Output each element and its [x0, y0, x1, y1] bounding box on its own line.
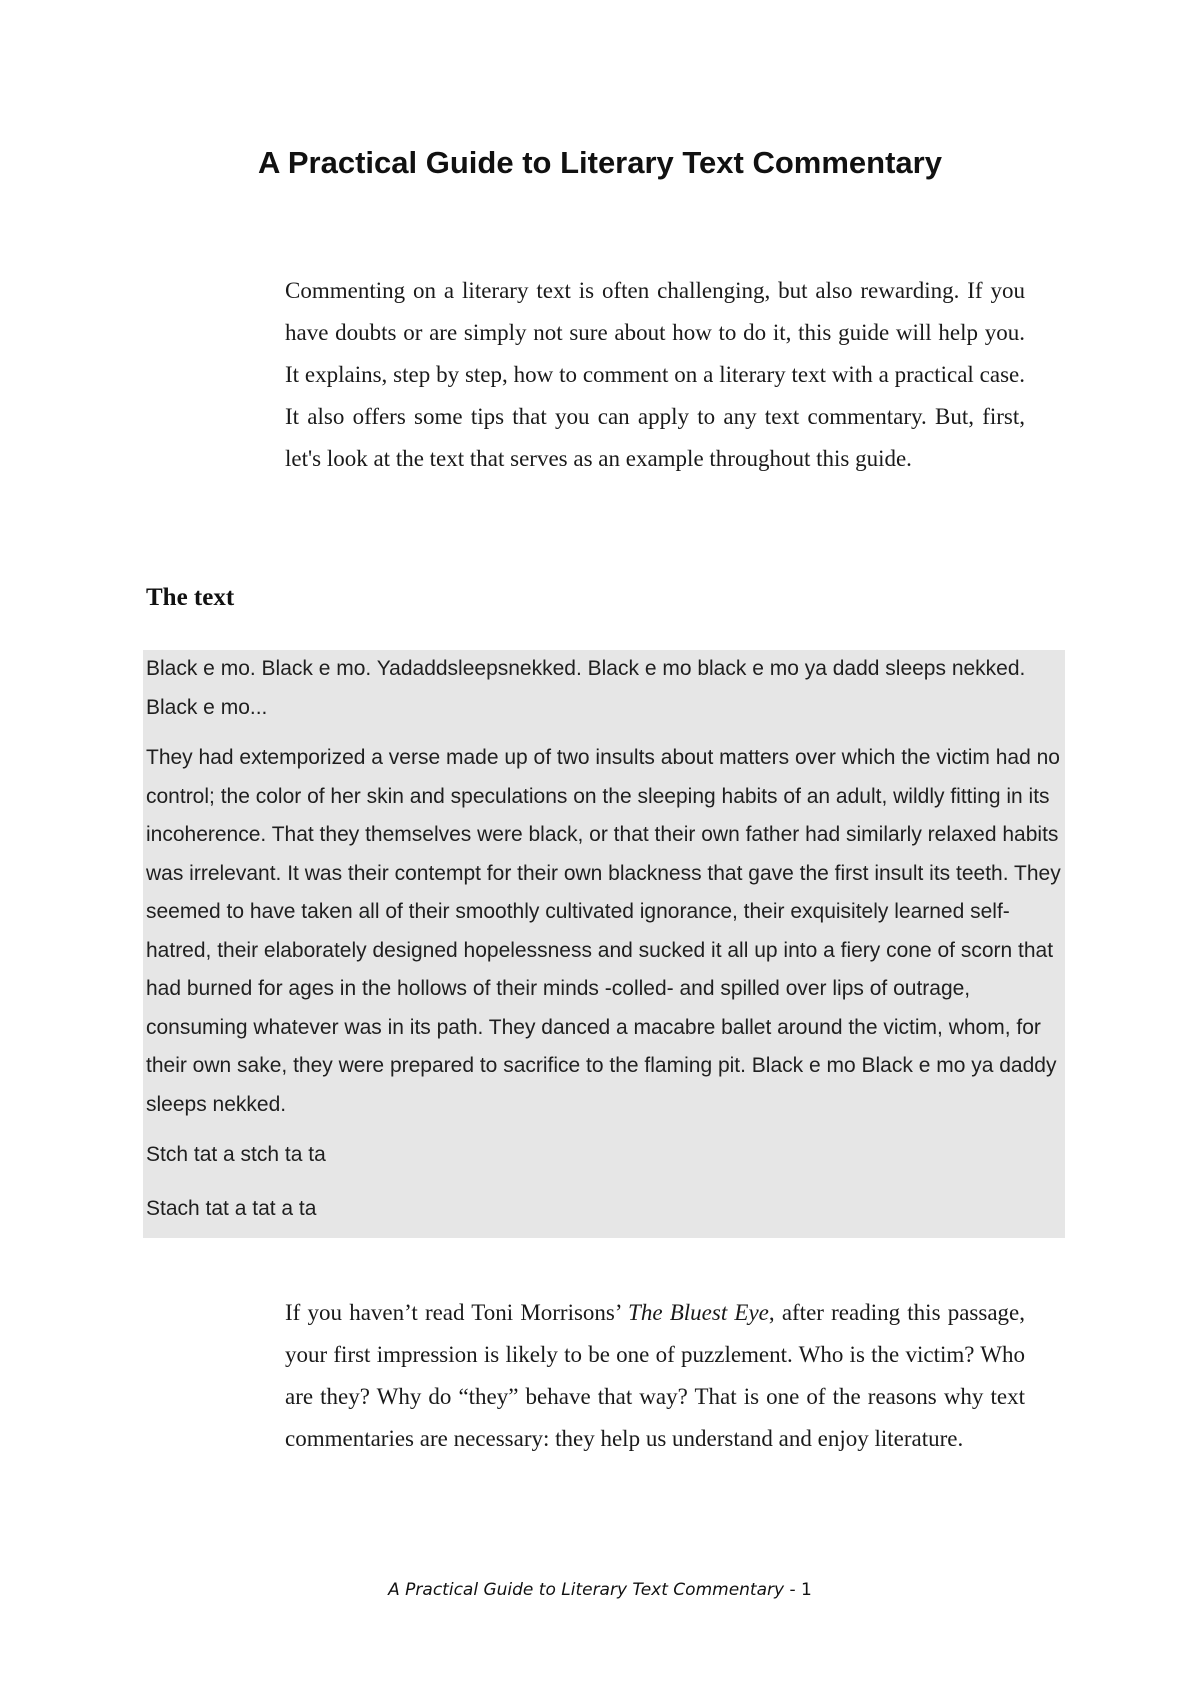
excerpt-box — [143, 650, 1065, 1238]
book-title: The Bluest Eye — [628, 1300, 769, 1325]
document-title: A Practical Guide to Literary Text Commentary — [258, 145, 942, 180]
excerpt-paragraph: They had extemporized a verse made up of two insults about matters over which the victim had no control; the color of her skin and speculations on the sleeping habits of an adult, wildly fitting in its incoherence. That they themselves were black, or that their own father had similarly relaxed habits was irrelevant. It was their contempt for their own blackness that gave the first insult its teeth. They seemed to have taken all of their smoothly cultivated ignorance, their exquisitely learned self-hatred, their elaborately designed hopelessness and sucked it all up into a fiery cone of scorn that had burned for ages in the hollows of their minds -colled- and spilled over lips of outrage, consuming whatever was in its path. They danced a macabre ballet around the victim, whom, for their own sake, they were prepared to sacrifice to the flaming pit. Black e mo Black e mo ya daddy sleeps nekked. — [146, 746, 1061, 1116]
commentary-text-start: If you haven’t read Toni Morrisons’ — [285, 1300, 629, 1325]
footer-running-title: A Practical Guide to Literary Text Commentary — [388, 1580, 785, 1600]
commentary-paragraph — [285, 1292, 1025, 1460]
intro-paragraph: Commenting on a literary text is often challenging, but also rewarding. If you have doubts or are simply not sure about how to do it, this guide will help you. It explains, step by step, how to comment on a literary text with a practical case. It also offers some tips that you can apply to any text commentary. But, first, let's look at the text that serves as an example throughout this guide. — [285, 278, 1025, 471]
commentary-text-end: , after reading this passage, your first impression is likely to be one of puzzlement. Who is the victim? Who are they? Why do “they” behave that way? That is one of the reasons why text commentaries are necessary: they help us understand and enjoy literature. — [285, 1300, 1025, 1451]
page-footer — [0, 1580, 1200, 1600]
section-heading: The text — [146, 584, 235, 611]
page-number: 1 — [801, 1580, 812, 1600]
excerpt-paragraph: Stch tat a stch ta ta — [146, 1143, 326, 1166]
excerpt-paragraph: Black e mo. Black e mo. Yadaddsleepsnekked. Black e mo black e mo ya dadd sleeps nekked. Black e mo... — [146, 657, 1026, 719]
excerpt-paragraph: Stach tat a tat a ta — [146, 1197, 317, 1220]
footer-separator: - — [784, 1580, 802, 1600]
